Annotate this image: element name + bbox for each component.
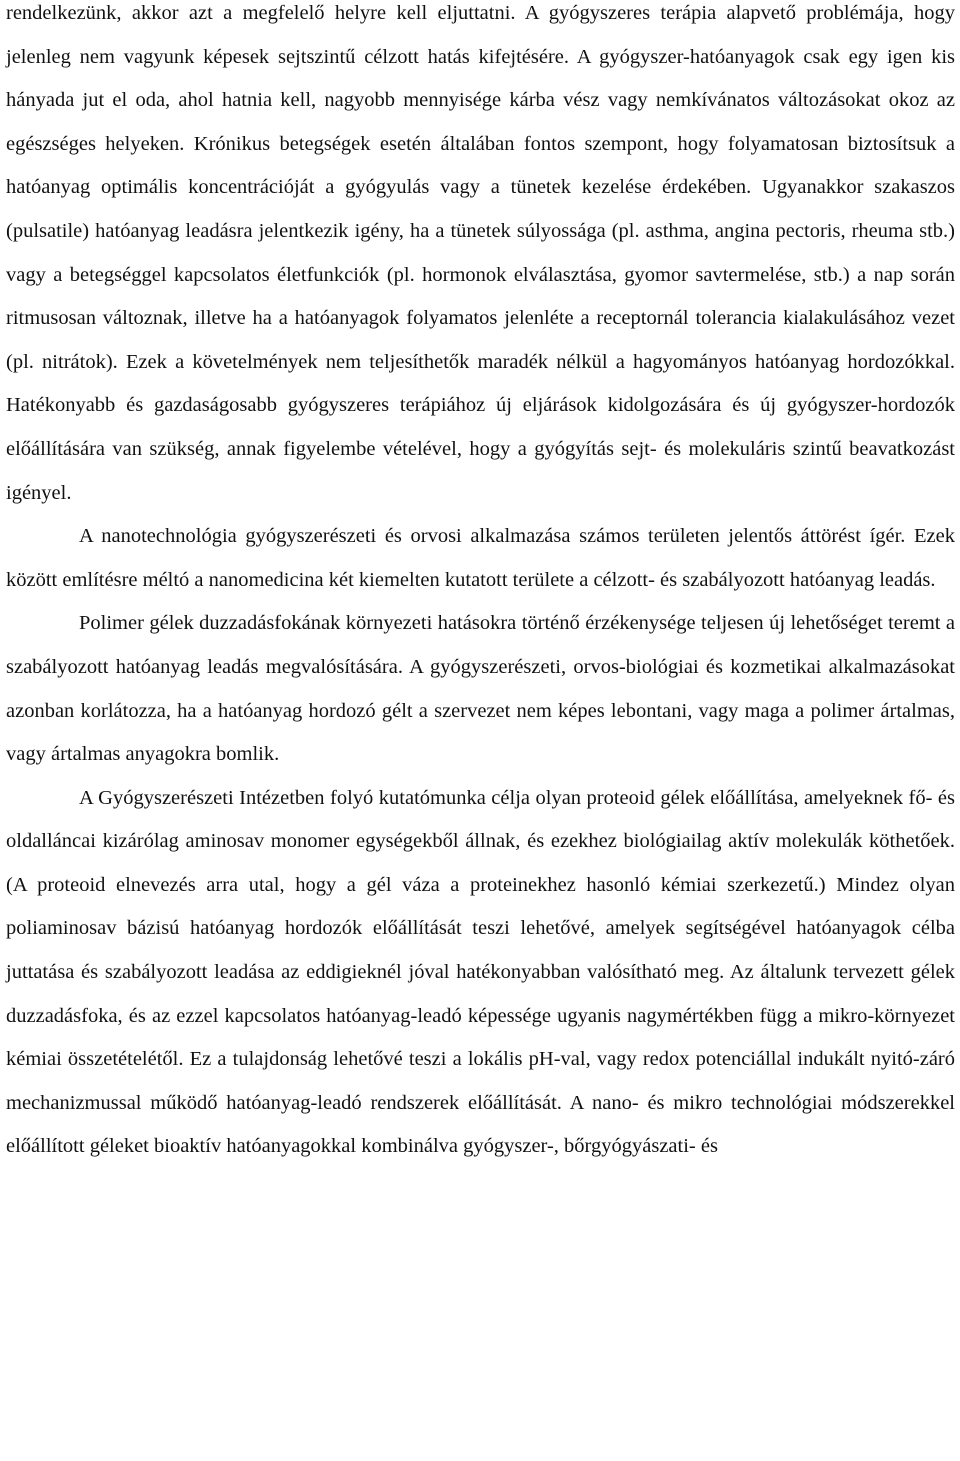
paragraph-proteoid-gels: A Gyógyszerészeti Intézetben folyó kutatómunka célja olyan proteoid gélek előállítása, amelyeknek fő- és oldalláncai kizárólag aminosav monomer egységekből állnak, és ezekhez biológiailag aktív molekulák köthetőek. (A proteoid elnevezés arra utal, hogy a gél váza a proteinekhez hasonló kémiai szerkezetű.) Mindez olyan poliaminosav bázisú hatóanyag hordozók előállítását teszi lehetővé, amelyek segítségével hatóanyagok célba juttatása és szabályozott leadása az eddigieknél jóval hatékonyabban valósítható meg. Az általunk tervezett gélek duzzadásfoka, és az ezzel kapcsolatos hatóanyag-leadó képessége ugyanis nagymértékben függ a mikro-környezet kémiai összetételétől. Ez a tulajdonság lehetővé teszi a lokális pH-val, vagy redox potenciállal indukált nyitó-záró mechanizmussal működő hatóanyag-leadó rendszerek előállítását. A nano- és mikro technológiai módszerekkel előállított géleket bioaktív hatóanyagokkal kombinálva gyógyszer-, bőrgyógyászati- és: [6, 786, 955, 1158]
paragraph-polymer-gels: Polimer gélek duzzadásfokának környezeti hatásokra történő érzékenysége teljesen új lehetőséget teremt a szabályozott hatóanyag leadás megvalósítására. A gyógyszerészeti, orvos-biológiai és kozmetikai alkalmazásokat azonban korlátozza, ha a hatóanyag hordozó gélt a szervezet nem képes lebontani, vagy maga a polimer ártalmas, vagy ártalmas anyagokra bomlik.: [6, 612, 955, 766]
paragraph-drug-delivery-intro: rendelkezünk, akkor azt a megfelelő helyre kell eljuttatni. A gyógyszeres terápia alapvető problémája, hogy jelenleg nem vagyunk képesek sejtszintű célzott hatás kifejtésére. A gyógyszer-hatóanyagok csak egy igen kis hányada jut el oda, ahol hatnia kell, nagyobb mennyisége kárba vész vagy nemkívánatos változásokat okoz az egészséges helyeken. Krónikus betegségek esetén általában fontos szempont, hogy folyamatosan biztosítsuk a hatóanyag optimális koncentrációját a gyógyulás vagy a tünetek kezelése érdekében. Ugyanakkor szakaszos (pulsatile) hatóanyag leadásra jelentkezik igény, ha a tünetek súlyossága (pl. asthma, angina pectoris, rheuma stb.) vagy a betegséggel kapcsolatos életfunkciók (pl. hormonok elválasztása, gyomor savtermelése, stb.) a nap során ritmusosan változnak, illetve ha a hatóanyagok folyamatos jelenléte a receptornál tolerancia kialakulásához vezet (pl. nitrátok). Ezek a követelmények nem teljesíthetők maradék nélkül a hagyományos hatóanyag hordozókkal. Hatékonyabb és gazdaságosabb gyógyszeres terápiához új eljárások kidolgozására és új gyógyszer-hordozók előállítására van szükség, annak figyelembe vételével, hogy a gyógyítás sejt- és molekuláris szintű beavatkozást igényel.: [6, 2, 955, 504]
paragraph-nanotechnology: A nanotechnológia gyógyszerészeti és orvosi alkalmazása számos területen jelentős áttörést ígér. Ezek között említésre méltó a nanomedicina két kiemelten kutatott területe a célzott- és szabályozott hatóanyag leadás.: [6, 525, 955, 591]
document-body: [6, 0, 955, 1169]
